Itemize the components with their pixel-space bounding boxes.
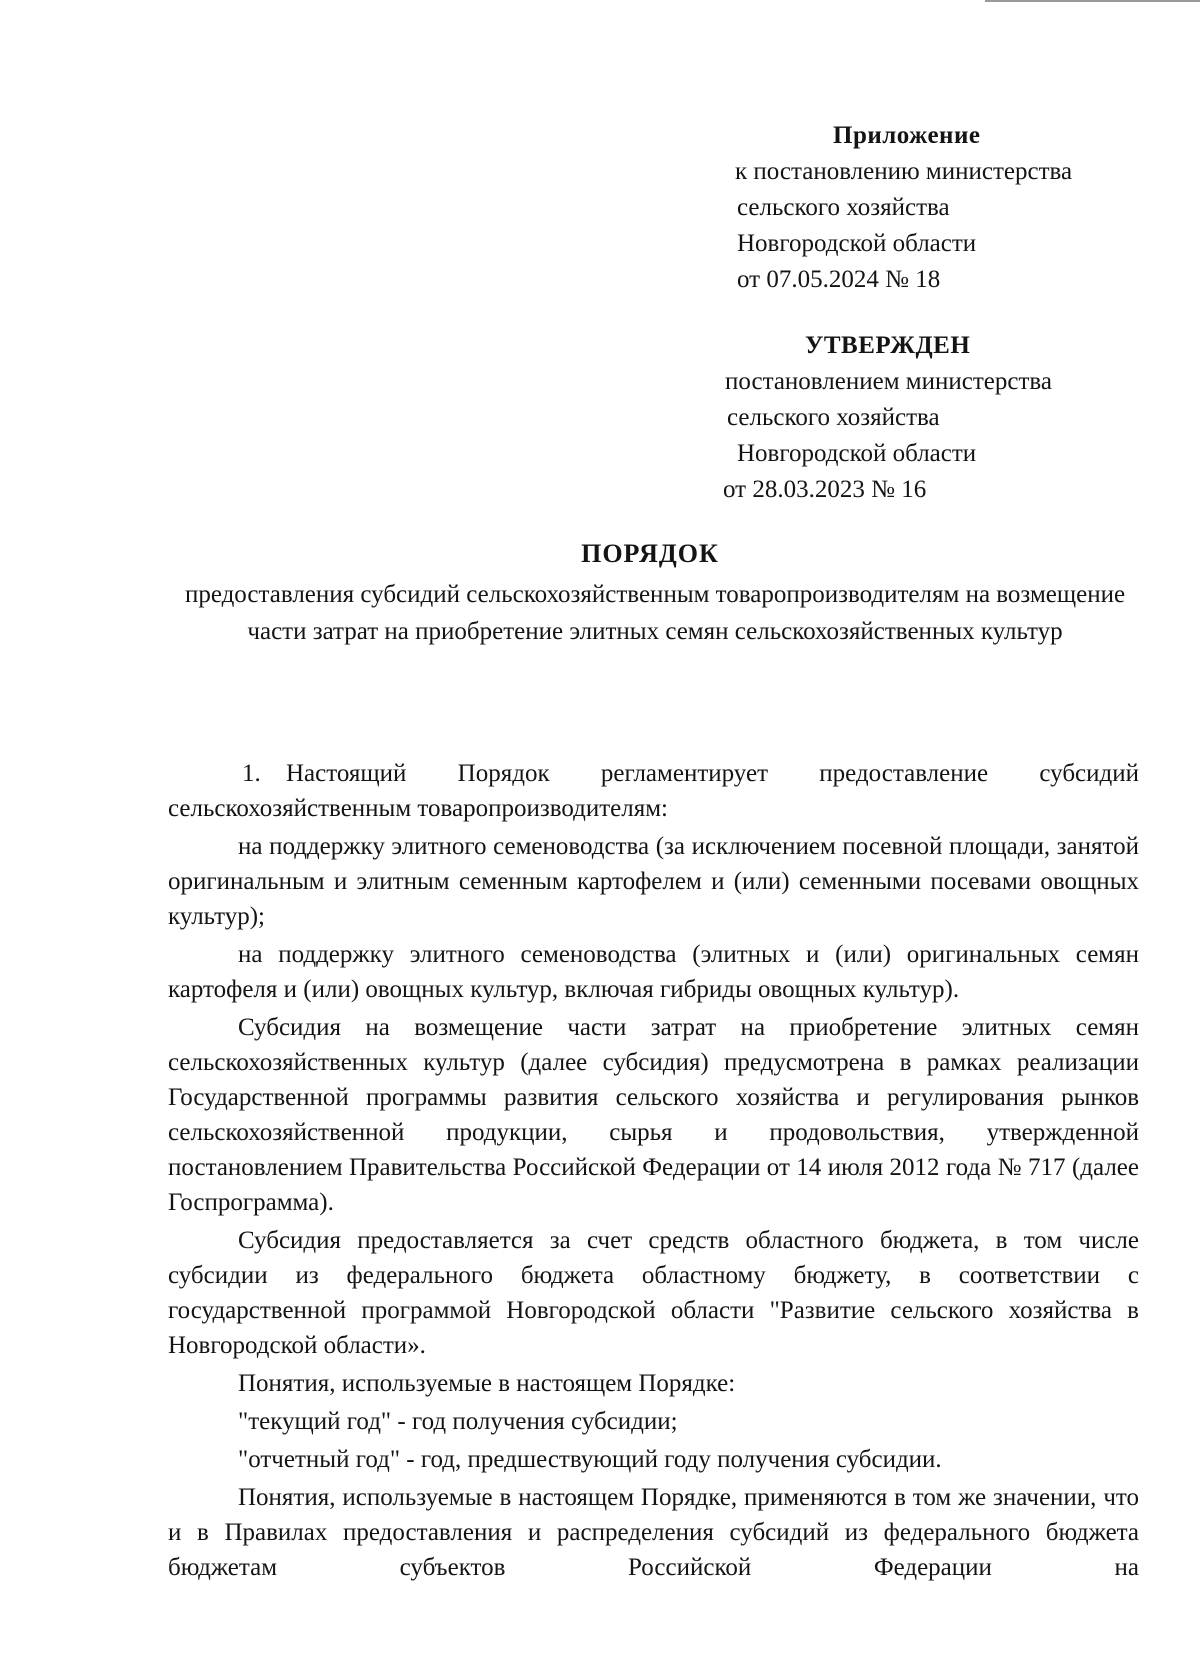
document-body [168, 756, 1139, 1585]
approved-date-number: от 28.03.2023 № 16 [723, 476, 927, 503]
approved-line: постановлением министерства [725, 368, 1052, 395]
term-current-year: "текущий год" - год получения субсидии; [238, 1408, 678, 1435]
appendix-date-number: от 07.05.2024 № 18 [737, 266, 941, 293]
paragraph-subsidy-program: Субсидия на возмещение части затрат на приобретение элитных семян сельскохозяйственных культур (далее субсидия) предусмотрена в рамках реализации Государственной программы развития сельского хозяйства и регулирования рынков сельскохозяйственной продукции, сырья и продовольствия, утвержденной постановлением Правительства Российской Федерации от 14 июля 2012 года № 717 (далее Госпрограмма). [168, 1014, 1139, 1216]
item-number: 1. [242, 760, 261, 787]
appendix-heading: Приложение [833, 122, 981, 149]
paragraph-terms-intro: Понятия, используемые в настоящем Порядке: [238, 1370, 736, 1397]
paragraph-subitem-1: на поддержку элитного семеноводства (за исключением посевной площади, занятой оригинальным и элитным семенным картофелем и (или) семенными посевами овощных культур); [168, 833, 1139, 930]
approved-heading: УТВЕРЖДЕН [805, 332, 971, 359]
paragraph-terms-rules: Понятия, используемые в настоящем Порядке, применяются в том же значении, что и в Правилах предоставления и распределения субсидий из федерального бюджета бюджетам субъектов Российской Федерации на [168, 1484, 1139, 1581]
paragraph-subsidy-budget: Субсидия предоставляется за счет средств областного бюджета, в том числе субсидии из федерального бюджета областному бюджету, в соответствии с государственной программой Новгородской области "Развитие сельского хозяйства в Новгородской области». [168, 1227, 1139, 1359]
approved-line: сельского хозяйства [727, 404, 940, 431]
approved-line: Новгородской области [737, 440, 977, 467]
appendix-line: к постановлению министерства [735, 158, 1073, 185]
term-reporting-year: "отчетный год" - год, предшествующий году получения субсидии. [238, 1446, 942, 1473]
paragraph-item-1 [168, 756, 1139, 826]
document-subtitle: предоставления субсидий сельскохозяйственным товаропроизводителям на возмещение части затрат на приобретение элитных семян сельскохозяйственных культур [184, 581, 1126, 645]
top-edge-rule [985, 0, 1200, 2]
approved-stamp [725, 328, 1052, 508]
document-title: ПОРЯДОК [581, 539, 719, 568]
item-1-text: Настоящий Порядок регламентирует предоставление субсидий сельскохозяйственным товаропроизводителям: [168, 760, 1139, 822]
appendix-line: сельского хозяйства [737, 194, 950, 221]
appendix-line: Новгородской области [737, 230, 977, 257]
appendix-stamp [735, 118, 1072, 298]
paragraph-subitem-2: на поддержку элитного семеноводства (элитных и (или) оригинальных семян картофеля и (или) овощных культур, включая гибриды овощных культур). [168, 941, 1139, 1003]
